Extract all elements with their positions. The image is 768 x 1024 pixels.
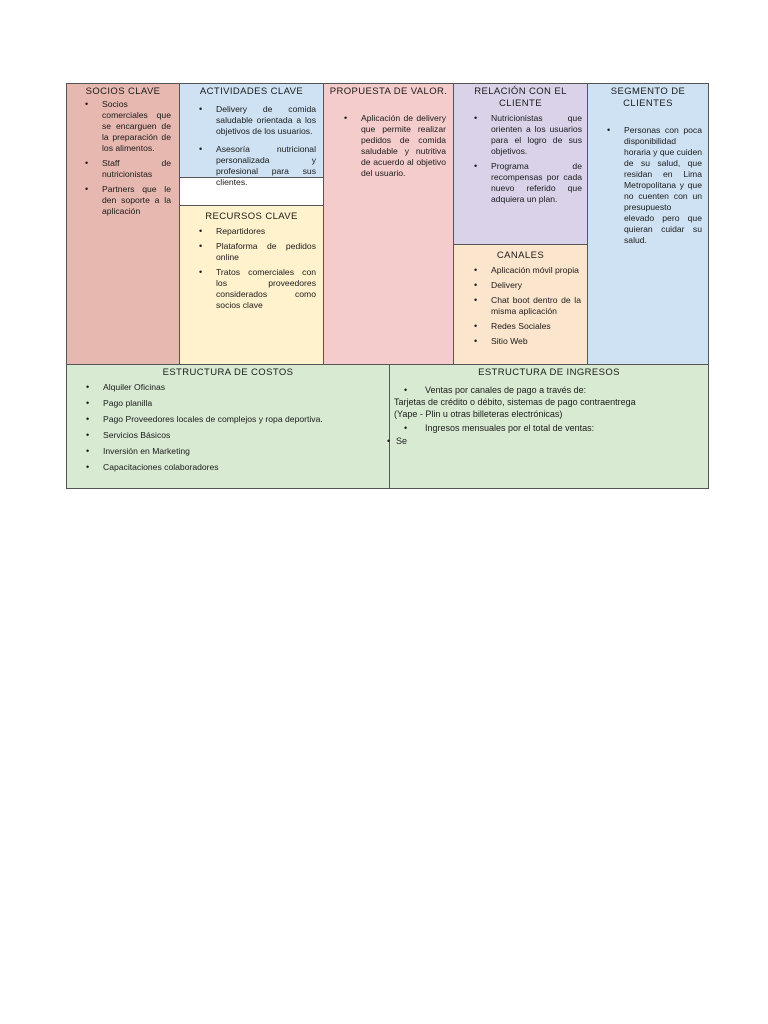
actividades-item: • Asesoría nutricional personalizada y profesional para sus clientes.	[216, 144, 316, 188]
actividades-item: • Delivery de comida saludable orientada a los objetivos de los usuarios.	[216, 104, 316, 137]
recursos-clave-list	[216, 226, 316, 311]
socios-item: • Staff de nutricionistas	[102, 158, 171, 180]
costos-item: • Inversión en Marketing	[103, 446, 383, 457]
relacion-item: • Nutricionistas que orienten a los usuarios para el logro de sus objetivos.	[491, 113, 582, 157]
estructura-ingresos-block	[389, 364, 709, 489]
relacion-item: • Programa de recompensas por cada nuevo referido que adquiera un plan.	[491, 161, 582, 205]
propuesta-valor-block	[323, 83, 454, 365]
estructura-costos-list	[103, 382, 383, 473]
socios-item: • Socios comerciales que se encarguen de la preparación de los alimentos.	[102, 99, 171, 154]
estructura-ingresos-title: ESTRUCTURA DE INGRESOS	[478, 367, 620, 378]
canales-item: • Chat boot dentro de la misma aplicación	[491, 295, 581, 317]
ingresos-line-2: Tarjetas de crédito o débito, sistemas de pago contraentrega	[394, 397, 636, 407]
business-model-canvas	[66, 83, 709, 489]
segmento-item: • Personas con poca disponibilidad horaria y que cuiden de su salud, que residan en Lima Metropolitana y que no cuenten con un presupuesto elevado pero que quieran cuidar su salud.	[624, 125, 702, 246]
recursos-item: • Repartidores	[216, 226, 316, 237]
costos-item: • Pago planilla	[103, 398, 383, 409]
ingresos-bullet-2	[390, 422, 708, 434]
recursos-clave-block	[179, 205, 324, 365]
bullet-icon: •	[387, 436, 391, 446]
canales-item: • Redes Sociales	[491, 321, 581, 332]
bullet-icon: •	[404, 385, 408, 395]
recursos-clave-title: RECURSOS CLAVE	[205, 211, 298, 222]
relacion-cliente-list	[491, 113, 582, 205]
costos-item: • Alquiler Oficinas	[103, 382, 383, 393]
costos-item: • Capacitaciones colaboradores	[103, 462, 383, 473]
ingresos-line-5-text: Se	[396, 436, 408, 446]
segmento-clientes-title: SEGMENTO DE CLIENTES	[610, 86, 686, 109]
ingresos-line-5	[387, 435, 708, 447]
ingresos-line-3: (Yape - Plin u otras billeteras electrónicas)	[394, 409, 563, 419]
recursos-item: • Tratos comerciales con los proveedores considerados como socios clave	[216, 267, 316, 311]
propuesta-item: • Aplicación de delivery que permite realizar pedidos de comida saludable y nutritiva de acuerdo al objetivo del usuario.	[361, 113, 446, 179]
socios-clave-list	[102, 99, 171, 217]
ingresos-bullet-2-text: Ingresos mensuales por el total de ventas:	[425, 423, 595, 433]
canales-title: CANALES	[496, 250, 545, 261]
segmento-clientes-block	[587, 83, 709, 365]
bullet-icon: •	[404, 423, 408, 433]
costos-item: • Pago Proveedores locales de complejos y ropa deportiva.	[103, 414, 383, 425]
socios-clave-title: SOCIOS CLAVE	[85, 86, 161, 97]
relacion-cliente-title: RELACIÓN CON EL CLIENTE	[474, 86, 567, 109]
propuesta-valor-list	[361, 113, 446, 179]
segmento-clientes-list	[624, 125, 702, 246]
canales-item: • Aplicación móvil propia	[491, 265, 581, 276]
ingresos-bullet-1	[390, 384, 708, 396]
socios-clave-block	[66, 83, 180, 365]
ingresos-bullet-1-text: Ventas por canales de pago a través de:	[425, 385, 587, 395]
actividades-clave-block	[179, 83, 324, 187]
canales-block	[453, 244, 588, 365]
estructura-costos-block	[66, 364, 390, 489]
recursos-item: • Plataforma de pedidos online	[216, 241, 316, 263]
actividades-clave-list	[216, 104, 316, 188]
canales-item: • Delivery	[491, 280, 581, 291]
costos-item: • Servicios Básicos	[103, 430, 383, 441]
estructura-costos-title: ESTRUCTURA DE COSTOS	[162, 367, 294, 378]
actividades-clave-title: ACTIVIDADES CLAVE	[199, 86, 304, 97]
canales-item: • Sitio Web	[491, 336, 581, 347]
propuesta-valor-title: PROPUESTA DE VALOR.	[329, 86, 448, 97]
relacion-cliente-block	[453, 83, 588, 245]
socios-item: • Partners que le den soporte a la aplicación	[102, 184, 171, 217]
canales-list	[491, 265, 581, 347]
